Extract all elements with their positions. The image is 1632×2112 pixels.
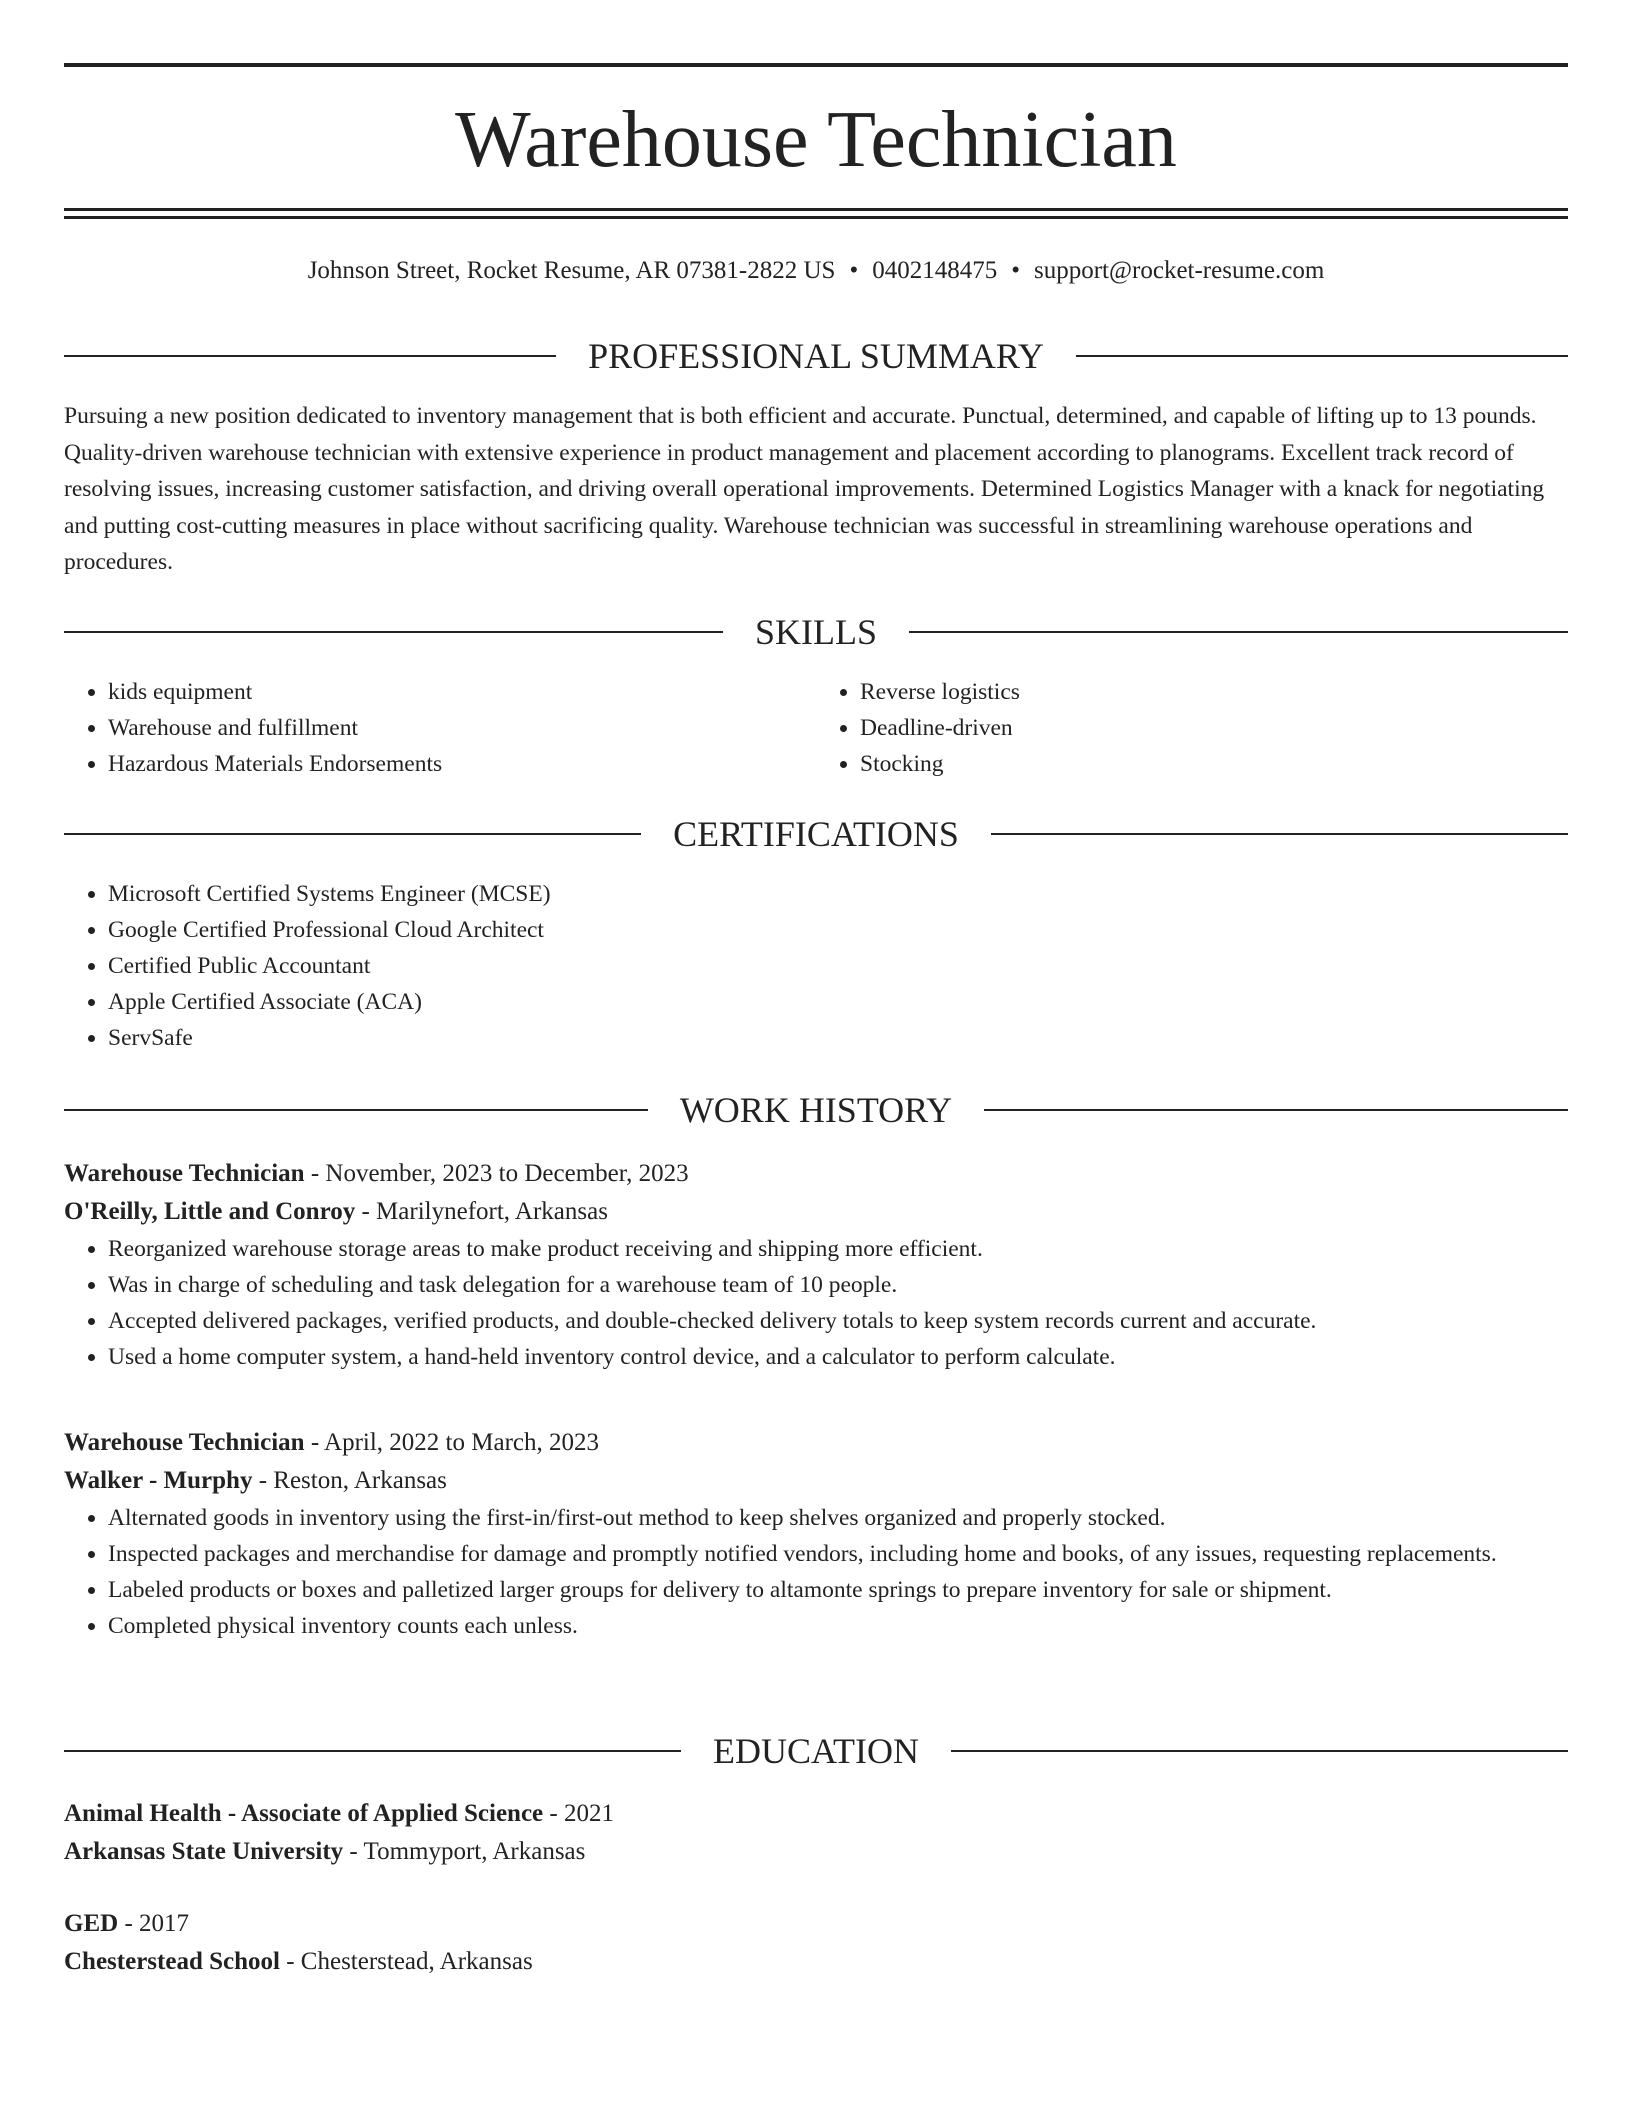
- section-rule-right: [991, 833, 1568, 835]
- contact-address: Johnson Street, Rocket Resume, AR 07381-2822 US: [307, 257, 836, 284]
- certification-item: • ServSafe: [108, 1020, 1568, 1056]
- certification-item: • Google Certified Professional Cloud Architect: [108, 912, 1568, 948]
- job-bullet: • Completed physical inventory counts each unless.: [108, 1608, 1568, 1644]
- skills-column-right: [816, 674, 1568, 782]
- section-rule-left: [64, 1750, 681, 1752]
- job-location: - Marilynefort, Arkansas: [355, 1198, 608, 1225]
- skill-item: • kids equipment: [108, 674, 816, 710]
- job-location: - Reston, Arkansas: [252, 1467, 447, 1494]
- section-rule-right: [951, 1750, 1568, 1752]
- section-header-skills: [64, 610, 1568, 654]
- job-dates: - April, 2022 to March, 2023: [304, 1429, 599, 1456]
- job-title: Warehouse Technician: [64, 1429, 305, 1456]
- contact-email: support@rocket-resume.com: [1034, 257, 1325, 284]
- section-rule-right: [984, 1109, 1568, 1111]
- skills-column-left: [64, 674, 816, 782]
- section-rule-left: [64, 1109, 648, 1111]
- education-entry: [64, 1905, 1568, 1981]
- job-bullet: • Accepted delivered packages, verified products, and double-checked delivery totals to keep system records current and accurate.: [108, 1303, 1568, 1339]
- section-title-summary: PROFESSIONAL SUMMARY: [588, 336, 1044, 376]
- education-degree: Animal Health - Associate of Applied Science: [64, 1800, 544, 1827]
- education-entry: [64, 1795, 1568, 1871]
- skill-item: • Reverse logistics: [860, 674, 1568, 710]
- section-header-work-history: [64, 1088, 1568, 1132]
- education-year: - 2021: [543, 1800, 614, 1827]
- contact-separator: •: [849, 257, 859, 284]
- resume-title: Warehouse Technician: [455, 96, 1177, 184]
- section-title-skills: SKILLS: [755, 612, 878, 652]
- education-school: Arkansas State University: [64, 1838, 344, 1865]
- education-school: Chesterstead School: [64, 1948, 280, 1975]
- job-bullets: [64, 1231, 1568, 1375]
- certification-item: • Certified Public Accountant: [108, 948, 1568, 984]
- certification-item: • Microsoft Certified Systems Engineer (MCSE): [108, 876, 1568, 912]
- job-bullet: • Inspected packages and merchandise for damage and promptly notified vendors, including home and books, of any issues, requesting replacements.: [108, 1536, 1568, 1572]
- section-rule-left: [64, 355, 556, 357]
- skill-item: • Hazardous Materials Endorsements: [108, 746, 816, 782]
- skill-item: • Warehouse and fulfillment: [108, 710, 816, 746]
- job-bullet: • Reorganized warehouse storage areas to make product receiving and shipping more efficient.: [108, 1231, 1568, 1267]
- job-entry: [64, 1424, 1568, 1644]
- section-rule-left: [64, 833, 641, 835]
- skill-item: • Deadline-driven: [860, 710, 1568, 746]
- job-company-line: [64, 1193, 1568, 1231]
- job-bullets: [64, 1500, 1568, 1644]
- education-degree-line: [64, 1905, 1568, 1943]
- section-header-certifications: [64, 812, 1568, 856]
- job-bullet: • Was in charge of scheduling and task delegation for a warehouse team of 10 people.: [108, 1267, 1568, 1303]
- section-header-education: [64, 1729, 1568, 1773]
- summary-text: Pursuing a new position dedicated to inventory management that is both efficient and accurate. Punctual, determined, and capable of lifting up to 13 pounds. Quality-driven warehouse technician with extensive experience in product management and placement according to planograms. Excellent track record of resolving issues, increasing customer satisfaction, and driving overall operational improvements. Determined Logistics Manager with a knack for negotiating and putting cost-cutting measures in place without sacrificing quality. Warehouse technician was successful in streamlining warehouse operations and procedures.: [64, 403, 1545, 575]
- job-entry: [64, 1155, 1568, 1375]
- job-company: O'Reilly, Little and Conroy: [64, 1198, 356, 1225]
- header-top-rule: [64, 63, 1568, 67]
- header-double-rule-upper: [64, 208, 1568, 211]
- education-location: - Chesterstead, Arkansas: [279, 1948, 533, 1975]
- skills-list: [64, 674, 1568, 782]
- section-rule-right: [909, 631, 1568, 633]
- job-company: Walker - Murphy: [64, 1467, 253, 1494]
- education-school-line: [64, 1833, 1568, 1871]
- section-header-summary: [64, 334, 1568, 378]
- certification-item: • Apple Certified Associate (ACA): [108, 984, 1568, 1020]
- header-double-rule-lower: [64, 216, 1568, 219]
- job-title: Warehouse Technician: [64, 1160, 305, 1187]
- section-title-work-history: WORK HISTORY: [679, 1090, 953, 1130]
- job-company-line: [64, 1462, 1568, 1500]
- section-title-education: EDUCATION: [713, 1731, 919, 1771]
- job-bullet: • Alternated goods in inventory using the first-in/first-out method to keep shelves organized and properly stocked.: [108, 1500, 1568, 1536]
- contact-separator: •: [1011, 257, 1020, 284]
- job-dates: - November, 2023 to December, 2023: [304, 1160, 689, 1187]
- education-location: - Tommyport, Arkansas: [343, 1838, 586, 1865]
- education-degree-line: [64, 1795, 1568, 1833]
- job-title-line: [64, 1155, 1568, 1193]
- education-degree: GED: [64, 1910, 119, 1937]
- education-year: - 2017: [118, 1910, 190, 1937]
- certifications-list: [64, 876, 1568, 1056]
- section-title-certifications: CERTIFICATIONS: [673, 814, 959, 854]
- job-title-line: [64, 1424, 1568, 1462]
- section-rule-left: [64, 631, 723, 633]
- education-school-line: [64, 1943, 1568, 1981]
- section-rule-right: [1076, 355, 1568, 357]
- job-bullet: • Used a home computer system, a hand-held inventory control device, and a calculator to perform calculate.: [108, 1339, 1568, 1375]
- job-bullet: • Labeled products or boxes and palletized larger groups for delivery to altamonte springs to prepare inventory for sale or shipment.: [108, 1572, 1568, 1608]
- contact-line: [64, 254, 1568, 288]
- skill-item: • Stocking: [860, 746, 1568, 782]
- contact-phone: 0402148475: [872, 257, 998, 284]
